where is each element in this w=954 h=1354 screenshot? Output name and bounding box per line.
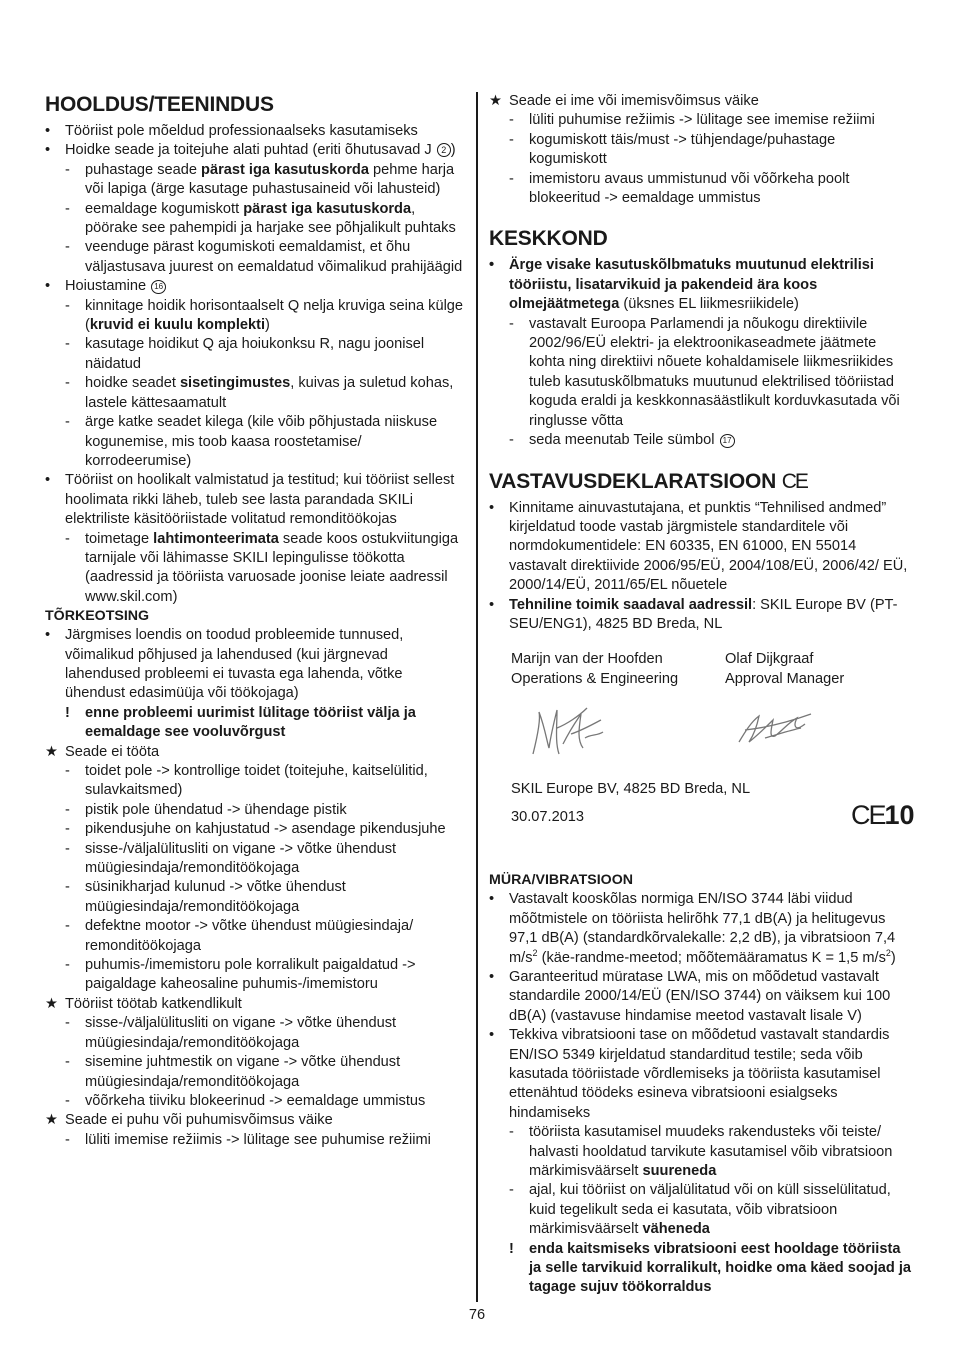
reference-number-icon: 16 bbox=[151, 280, 166, 294]
problem-item: ★ Seade ei tööta bbox=[45, 743, 465, 762]
sub-list bbox=[45, 1131, 465, 1150]
sub-list bbox=[45, 161, 465, 277]
sub-list-item: - puhastage seade pärast iga kasutuskorda pehme harja või lapiga (ärge kasutage puhastusaineid või lahusteid) bbox=[65, 161, 455, 198]
sub-list-item: - hoidke seadet sisetingimustes, kuivas ja suletud kohas, lastele kättesaamatult bbox=[65, 375, 454, 411]
signatory-2: Olaf Dijkgraaf Approval Manager bbox=[725, 651, 845, 687]
sub-list-item: - sisse-/väljalülitusliti on vigane -> võtke ühendust müügiesindaja/remonditöökojaga bbox=[65, 1015, 397, 1051]
reference-number-icon: 2 bbox=[437, 143, 451, 157]
ce-mark-icon: CE bbox=[781, 469, 807, 493]
left-column bbox=[45, 92, 465, 1150]
sub-list-item: - vastavalt Euroopa Parlamendi ja nõukogu direktiivile 2002/96/EÜ elektri- ja elektroonikaseadmete jäätmete kohta ning direktiivi nõuete kohaldamisele liikmesriikides tuleb kasutuskõlbmatuks muutunud elektrilised tööriistad koguda eraldi ja keskkonnasäästlikult korduvkasutada või ringlusse võtta bbox=[509, 315, 900, 429]
sub-list-item: - võõrkeha tiiviku blokeerinud -> eemaldage ummistus bbox=[65, 1092, 426, 1109]
sub-list-item: - toidet pole -> kontrollige toidet (toitejuhe, kaitselülitid, sulavkaitsmed) bbox=[65, 763, 428, 799]
ce-mark-icon: CE bbox=[851, 800, 885, 831]
star-icon: ★ bbox=[45, 995, 59, 1012]
signature-1-image bbox=[527, 698, 607, 762]
sub-list-item: - süsinikharjad kulunud -> võtke ühendust müügiesindaja/remonditöökojaga bbox=[65, 879, 346, 915]
exclamation-icon: ! bbox=[509, 1240, 514, 1257]
declaration-date: 30.07.2013 bbox=[511, 809, 585, 826]
sub-list bbox=[489, 111, 914, 208]
signature-block bbox=[489, 650, 914, 837]
sub-list-item: - imemistoru avaus ummistunud või võõrkeha poolt blokeeritud -> eemaldage ummistus bbox=[509, 170, 850, 207]
star-icon: ★ bbox=[45, 1112, 59, 1129]
section-title-torkeotsing: TÕRKEOTSING bbox=[45, 608, 150, 625]
exclamation-icon: ! bbox=[65, 704, 70, 721]
sub-list-item: - ärge katke seadet kilega (kile võib põhjustada niiskuse kogunemise, mis toob kaasa roostetamise/ korrodeerumise) bbox=[65, 414, 438, 469]
sub-list bbox=[489, 315, 914, 451]
sub-list bbox=[45, 762, 465, 995]
list-item: • Kinnitame ainuvastutajana, et punktis “Tehnilised andmed” kirjeldatud toode vastab järgmistele standarditele või normdokumentidele: EN 60335, EN 61000, EN 55014 vastavalt direktiivide 2006/95/EÜ, 2004/108/EÜ, 2006/42/ EÜ, 2000/14/EÜ, 2011/65/EL nõuetele bbox=[489, 499, 908, 594]
company-address: SKIL Europe BV, 4825 BD Breda, NL bbox=[511, 781, 751, 798]
list-item: • Järgmises loendis on toodud probleemide tunnused, võimalikud põhjused ja lahendused (kui järgnevad lahendused probleemi ei tuvasta ega lahenda, võtke ühendust edasimüüja või töökojaga) bbox=[45, 627, 404, 702]
sub-list-item: - lüliti imemise režiimis -> lülitage see puhumise režiimi bbox=[65, 1131, 431, 1148]
right-column bbox=[489, 92, 914, 1298]
sub-list-item: - veenduge pärast kogumiskoti eemaldamist, et õhu väljastusava juurest on eemaldatud võimalikud prahijäägid bbox=[65, 239, 463, 275]
sub-list bbox=[45, 297, 465, 472]
list-item: • Hoiustamine 16 bbox=[45, 277, 465, 296]
signatory-1: Marijn van der Hoofden Operations & Engineering bbox=[511, 651, 679, 687]
warning: ! enda kaitsmiseks vibratsiooni eest hooldage tööriista ja selle tarvikuid korralikult, hoidke oma käed soojad ja tagage sujuv töökorraldus bbox=[509, 1240, 912, 1296]
sub-list-item: - defektne mootor -> võtke ühendust müügiesindaja/ remonditöökojaga bbox=[65, 918, 414, 954]
sub-list-item: - puhumis-/imemistoru pole korralikult paigaldatud -> paigaldage kaheosaline puhumis-/imemistoru bbox=[65, 957, 416, 993]
list-item: • Tööriist on hoolikalt valmistatud ja testitud; kui tööriist sellest hoolimata rikki läheb, tuleb see lasta parandada SKILi elektriliste käsitööriistade volitatud remonditöökojas bbox=[45, 472, 455, 528]
sub-list-item: - toimetage lahtimonteerimata seade koos ostukviitungiga tarnijale või lähimasse SKILI lepingulisse töökotta (aadressid ja tööriista varuosade joonise leiate aadressil www.skil.com) bbox=[65, 530, 459, 605]
sub-list-item: - sisemine juhtmestik on vigane -> võtke ühendust müügiesindaja/remonditöökojaga bbox=[65, 1054, 401, 1090]
reference-number-icon: 17 bbox=[720, 434, 735, 448]
signature-2-image bbox=[735, 708, 815, 748]
sub-list bbox=[45, 530, 465, 608]
section-title-myra: MÜRA/VIBRATSIOON bbox=[489, 872, 633, 889]
sub-list bbox=[489, 1123, 914, 1298]
page-number: 76 bbox=[468, 1307, 486, 1323]
warning: ! enne probleemi uurimist lülitage tööriist välja ja eemaldage see vooluvõrgust bbox=[65, 704, 416, 741]
section-title-keskkond: KESKKOND bbox=[489, 227, 608, 251]
problem-item: ★ Seade ei ime või imemisvõimsus väike bbox=[489, 92, 914, 111]
list-item: • Tööriist pole mõeldud professionaalseks kasutamiseks bbox=[45, 123, 418, 139]
ce-mark-year: CE10 bbox=[851, 800, 915, 831]
problem-item: ★ Seade ei puhu või puhumisvõimsus väike bbox=[45, 1111, 465, 1130]
sub-list-item: - seda meenutab Teile sümbol 17 bbox=[509, 431, 914, 450]
sub-list-item: - kasutage hoidikut Q aja hoiukonksu R, nagu joonisel näidatud bbox=[65, 336, 425, 372]
list-item: • Hoidke seade ja toitejuhe alati puhtad (eriti õhutusavad J 2 ) bbox=[45, 142, 456, 159]
sub-list-item: - pikendusjuhe on kahjustatud -> asendage pikendusjuhe bbox=[65, 821, 446, 838]
section-title-hooldus: HOOLDUS/TEENINDUS bbox=[45, 93, 274, 116]
list-item: • Tekkiva vibratsiooni tase on mõõdetud vastavalt standardis EN/ISO 5349 kirjeldatud standarditud testile; seda võib kasutada tööriistade võrdlemiseks ja tööriista kasutamisel ettenähtud töödeks esineva vibratsiooni esialgseks hindamiseks bbox=[489, 1027, 890, 1121]
list-item: • Ärge visake kasutuskõlbmatuks muutunud elektrilisi tööriistu, lisatarvikuid ja pakendeid ära koos olmejäätmetega (üksnes EL liikmesriikidele) bbox=[489, 257, 874, 313]
list-item: • Vastavalt kooskõlas normiga EN/ISO 3744 läbi viidud mõõtmistele on tööriista helirõhk 77,1 dB(A) ja helitugevus 97,1 dB(A) (standardkõrvalekalle: 2,2 dB), ja vibratsioon 7,4 $m/s^2$ (käe-randme-meetod; mõõtemääramatus K = 1,5 $m/s^2$) bbox=[489, 891, 896, 966]
problem-item: ★ Tööriist töötab katkendlikult bbox=[45, 995, 465, 1014]
list-item: • Tehniline toimik saadaval aadressil: SKIL Europe BV (PT-SEU/ENG1), 4825 BD Breda, NL bbox=[489, 596, 898, 632]
sub-list-item: - kogumiskott täis/must -> tühjendage/puhastage kogumiskott bbox=[509, 131, 836, 168]
sub-list-item: - lüliti puhumise režiimis -> lülitage see imemise režiimi bbox=[509, 112, 875, 129]
sub-list-item: - kinnitage hoidik horisontaalselt Q nelja kruviga seina külge (kruvid ei kuulu komplekti) bbox=[65, 297, 464, 334]
sub-list-item: - pistik pole ühendatud -> ühendage pistik bbox=[65, 801, 347, 818]
sub-list-item: - ajal, kui tööriist on väljalülitatud või on küll sisselülitatud, kuid tegelikult seda ei kasutata, võib vibratsioon märkimisväärselt väheneda bbox=[509, 1182, 891, 1238]
list-item: • Garanteeritud müratase LWA, mis on mõõdetud vastavalt standardile 2000/14/EÜ (EN/ISO 3744) on väiksem kui 100 dB(A) (vastavuse hindamise meetod vastavalt lisale V) bbox=[489, 968, 891, 1024]
sub-list-item: - sisse-/väljalülitusliti on vigane -> võtke ühendust müügiesindaja/remonditöökojaga bbox=[65, 840, 397, 877]
sub-list bbox=[45, 1014, 465, 1111]
star-icon: ★ bbox=[45, 743, 59, 760]
sub-list-item: - eemaldage kogumiskott pärast iga kasutuskorda, pöörake see pahempidi ja harjake see põhjalikult puhtaks bbox=[65, 200, 456, 237]
star-icon: ★ bbox=[489, 93, 503, 109]
sub-list-item: - tööriista kasutamisel muudeks rakendusteks või teiste/ halvasti hooldatud tarvikute kasutamisel võib vibratsioon märkimisväärselt suureneda bbox=[509, 1124, 893, 1180]
section-title-vastavus: VASTAVUSDEKLARATSIOON CE bbox=[489, 469, 807, 493]
column-divider bbox=[476, 92, 478, 1302]
